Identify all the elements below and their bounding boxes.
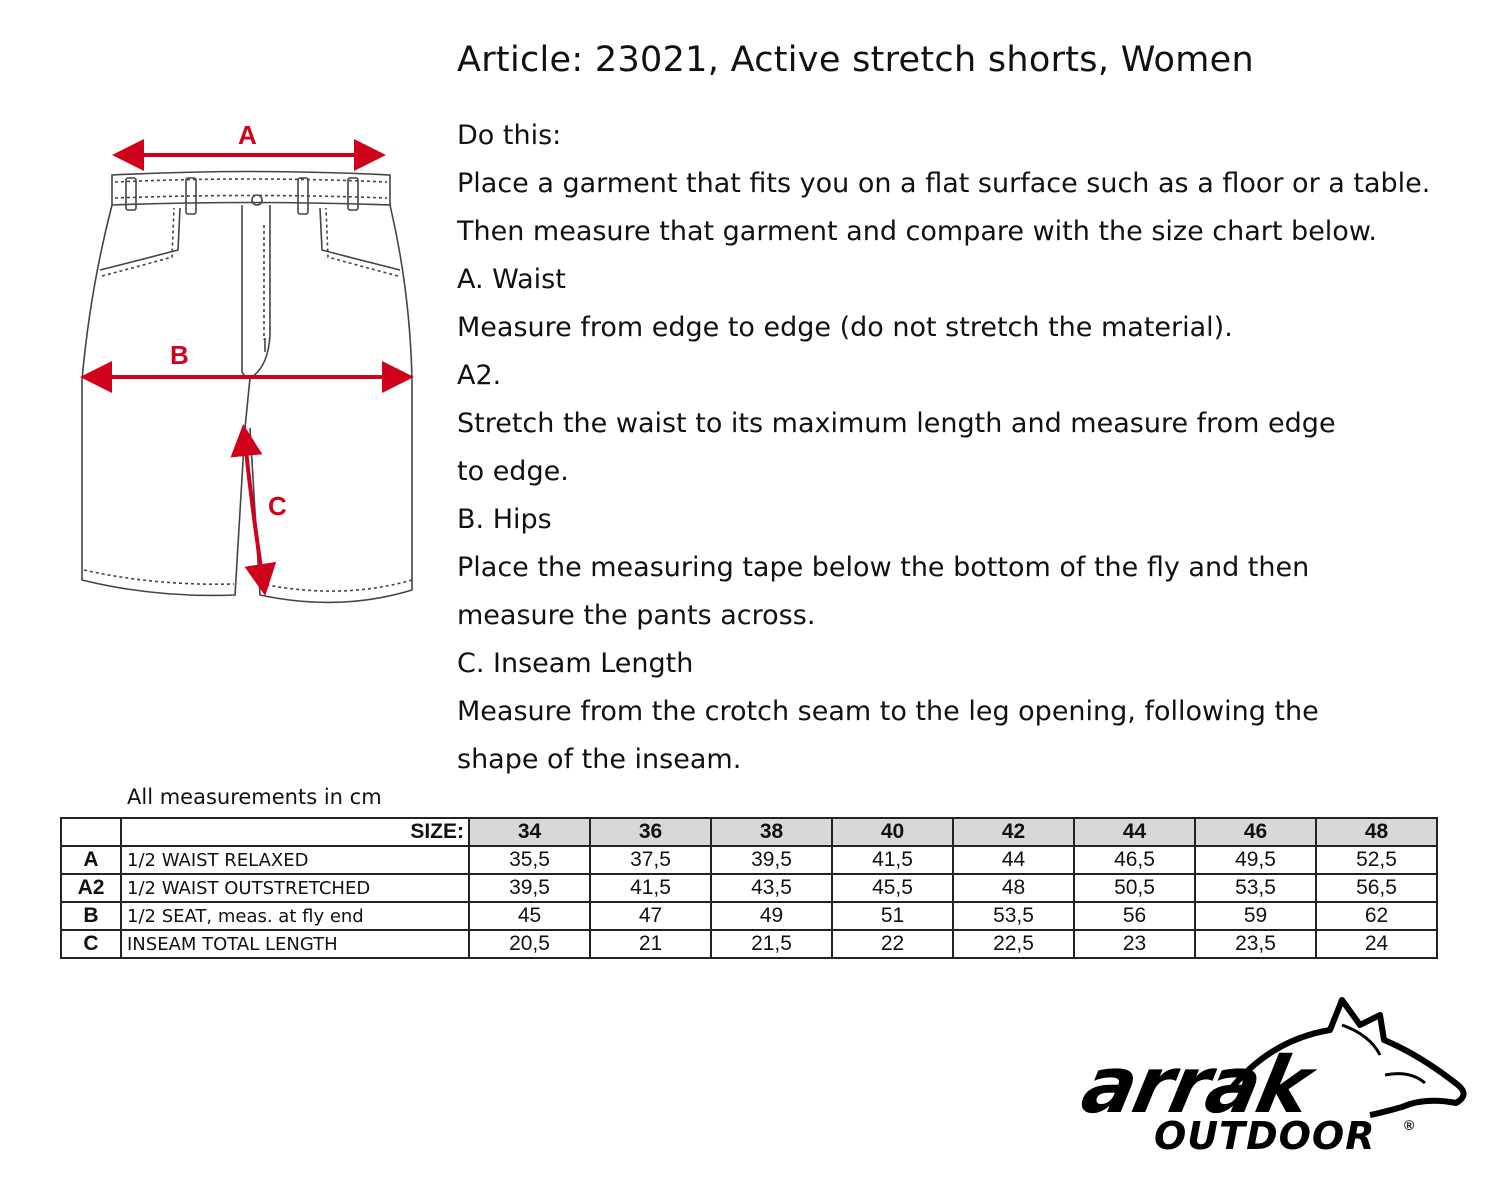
measurement-cell: 39,5: [469, 874, 590, 902]
size-header-cell: 40: [832, 818, 953, 846]
measurement-cell: 53,5: [1195, 874, 1316, 902]
measurement-cell: 44: [953, 846, 1074, 874]
measurement-cell: 21,5: [711, 930, 832, 958]
size-header-cell: 46: [1195, 818, 1316, 846]
table-header-row: [61, 818, 1437, 846]
instruction-line: Place a garment that fits you on a flat surface such as a floor or a table.: [457, 168, 1431, 199]
size-header-cell: 36: [590, 818, 711, 846]
shorts-outline: [82, 172, 412, 603]
logo-brand: arrak: [1074, 1041, 1318, 1131]
instruction-line: A2.: [457, 360, 502, 391]
measurement-cell: 45: [469, 902, 590, 930]
arrak-outdoor-logo: [1074, 995, 1480, 1165]
row-description-cell: 1/2 WAIST RELAXED: [121, 846, 469, 874]
size-header-cell: 48: [1316, 818, 1437, 846]
table-row: [61, 846, 1437, 874]
measurement-cell: 48: [953, 874, 1074, 902]
row-code-cell: A: [61, 846, 121, 874]
registered-mark: ®: [1404, 1117, 1415, 1133]
page-title: Article: 23021, Active stretch shorts, Women: [457, 40, 1254, 80]
units-note: All measurements in cm: [127, 785, 382, 809]
arrow-c: [244, 432, 264, 588]
measure-arrows: [88, 155, 406, 588]
header-blank-cell: [61, 818, 121, 846]
label-a: A: [238, 120, 257, 150]
instruction-line: B. Hips: [457, 504, 552, 535]
measurement-cell: 24: [1316, 930, 1437, 958]
measurement-cell: 56: [1074, 902, 1195, 930]
row-description-cell: 1/2 SEAT, meas. at fly end: [121, 902, 469, 930]
instruction-line: Stretch the waist to its maximum length and measure from edge: [457, 408, 1336, 439]
measurement-cell: 21: [590, 930, 711, 958]
measurement-cell: 37,5: [590, 846, 711, 874]
size-header-cell: 38: [711, 818, 832, 846]
measurement-cell: 56,5: [1316, 874, 1437, 902]
instruction-line: A. Waist: [457, 264, 566, 295]
table-row: [61, 930, 1437, 958]
measurement-cell: 45,5: [832, 874, 953, 902]
measurement-cell: 49: [711, 902, 832, 930]
instruction-line: C. Inseam Length: [457, 648, 694, 679]
logo-sub: OUTDOOR: [1154, 1114, 1376, 1158]
measurement-cell: 51: [832, 902, 953, 930]
table-row: [61, 874, 1437, 902]
instruction-line: to edge.: [457, 456, 569, 487]
measurement-cell: 22,5: [953, 930, 1074, 958]
instructions: [457, 112, 1467, 784]
instruction-line: Measure from edge to edge (do not stretch the material).: [457, 312, 1233, 343]
measurement-cell: 46,5: [1074, 846, 1195, 874]
size-header-cell: 42: [953, 818, 1074, 846]
shorts-diagram: [60, 110, 440, 630]
label-b: B: [170, 340, 189, 370]
measurement-cell: 62: [1316, 902, 1437, 930]
measurement-cell: 22: [832, 930, 953, 958]
size-header-cell: 44: [1074, 818, 1195, 846]
measurement-cell: 23,5: [1195, 930, 1316, 958]
row-description-cell: 1/2 WAIST OUTSTRETCHED: [121, 874, 469, 902]
measurement-cell: 50,5: [1074, 874, 1195, 902]
measurement-cell: 59: [1195, 902, 1316, 930]
measurement-cell: 52,5: [1316, 846, 1437, 874]
measurement-cell: 43,5: [711, 874, 832, 902]
measurement-cell: 35,5: [469, 846, 590, 874]
table-row: [61, 902, 1437, 930]
instruction-line: measure the pants across.: [457, 600, 816, 631]
row-code-cell: B: [61, 902, 121, 930]
instruction-line: shape of the inseam.: [457, 744, 742, 775]
measurement-cell: 39,5: [711, 846, 832, 874]
size-header-cell: 34: [469, 818, 590, 846]
row-code-cell: A2: [61, 874, 121, 902]
instruction-line: Place the measuring tape below the bottom of the fly and then: [457, 552, 1310, 583]
measurement-cell: 47: [590, 902, 711, 930]
size-label-cell: SIZE:: [121, 818, 469, 846]
measurement-cell: 49,5: [1195, 846, 1316, 874]
instruction-line: Measure from the crotch seam to the leg opening, following the: [457, 696, 1319, 727]
measurement-cell: 20,5: [469, 930, 590, 958]
measurement-cell: 41,5: [590, 874, 711, 902]
measurement-cell: 23: [1074, 930, 1195, 958]
measurement-cell: 53,5: [953, 902, 1074, 930]
row-code-cell: C: [61, 930, 121, 958]
measurement-cell: 41,5: [832, 846, 953, 874]
label-c: C: [268, 491, 287, 521]
row-description-cell: INSEAM TOTAL LENGTH: [121, 930, 469, 958]
instruction-line: Do this:: [457, 120, 562, 151]
size-chart-table: [60, 817, 1438, 959]
instruction-line: Then measure that garment and compare with the size chart below.: [457, 216, 1378, 247]
